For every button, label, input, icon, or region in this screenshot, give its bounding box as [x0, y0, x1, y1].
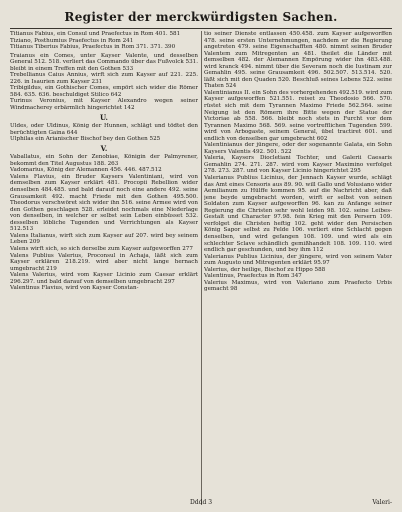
column-divider [201, 31, 202, 505]
index-entry: Valens Publius Valerius, Proconsul in Achaja, läßt sich zum Kayser erklären 218.219. wird aber nicht lange hernach umgebracht 219 [10, 252, 198, 272]
left-entries-t [10, 31, 198, 112]
left-column [10, 31, 198, 505]
index-entry: Valentinus, Praefectus in Rom 347 [204, 273, 302, 280]
index-entry: Valerius, der heilige, Bischof zu Hippo 588 [204, 266, 326, 273]
page-footer [10, 498, 392, 508]
index-entry: Valentinianus der jüngere, oder der sogenannte Galata, ein Sohn Kaysers Valentis 492. 501. 522 [204, 142, 392, 155]
index-entry: Valens wirft sich, so sich derselbe zum Kayser aufgeworffen 277 [10, 245, 193, 252]
header-rule [10, 28, 392, 29]
index-entry: tio seiner Dienste entlassen 450.458. zum Kayser aufgeworffen 478. seine ersten Unternehmungen, nachdem er die Regierung angetreten 479. seine Eigenschafften 480. nimmt seinen Bruder Valentem zum Mitregenten an 481. theilet die Länder mit demselben 482. der Alemannen Empörung wider ihn 483.488. wird kranck 494. nimmt über die Severam noch die Iustinam zur Gemahlin 495. seine Grausamkeit 496. 502.507. 513.514. 520. läßt sich mit den Quaden 520. Beschluß seines Lebens 522. seine Thaten 524 [204, 31, 392, 90]
index-entry: Titianus Fabius, ein Consul und Praefectus in Rom 401. 581 [10, 31, 181, 37]
index-entry: Valens Flavius, ein Bruder Kaysers Valentiniani, wird von demselben zum Kayser erklärt 481. Procopii Rebellion wider denselben 484.485. und bald darauf noch eine andere 492. seine Grausamkeit 492. macht Friede mit den Gothen 495.500. Theodorus verschwöret sich wider ihn 516. seine Armee wird von den Gothen geschlagen 528. erleidet nochmals eine Niederlage von denselben, in welcher er selbst sein Leben einbüsset 532. desselben löbliche Tugenden und Verrichtungen als Kayser 512.513 [10, 173, 198, 233]
index-entry: Vadomarius, König der Alemannen 456. 446. 487.512 [10, 167, 162, 174]
index-entry: Vaballatus, ein Sohn der Zenobiae, Königin der Palmyrener, bekommt den Titel Augustus 188. 263 [10, 154, 198, 167]
index-entry: Valens Valerius, wird vom Kayser Licinio zum Caesar erklärt 296.297. und bald darauf von demselben umgebracht 297 [10, 272, 198, 285]
signature-mark: Dddd 3 [189, 499, 213, 506]
index-entry: Turinus Veronius, mit Kayser Alexandro wegen seiner Windmacherey erbärmlich hingerichtet 142 [10, 98, 198, 112]
index-entry: Valentinus Flavius, wird von Kayser Constan- [10, 285, 139, 292]
index-entry: Uldes, oder Uldinus, König der Hunnen, schlägt und tödtet den berüchtigten Gaina 644 [10, 123, 198, 136]
index-entry: Valentinianus II. ein Sohn des vorhergehenden 492.519. wird zum Kayser aufgeworffen 521.551. reiset zu Theodosio 566. 570. rüstet sich mit dem Tyrannen Maximo Friede 562.564. seine Neigung ist den Römern ihre Bitte wegen der Statue der Victoriae ab 558. 566. bleibt noch stets in Furcht vor dem Tyrannen Maximo 568. 569. seine vortrefflichen Tugenden 599. wird von Arbogaste, seinem General, übel tractiret 601. und endlich von denselben gar umgebracht 602 [204, 89, 392, 142]
index-entry: Valerianus Publius Licinius, der jüngere, wird von seinem Vater zum Augusto und Mitregenten erklärt 95.97 [204, 253, 392, 267]
catchword: Valeri- [372, 499, 392, 506]
index-entry: Trebellianus Caius Annius, wirft sich zum Kayser auf 221. 225. 226. in Isaurien zum Kayser 231 [10, 72, 198, 85]
index-entry: Valerius Maximus, wird von Valeriano zum Praefecto Urbis gemacht 98 [204, 279, 392, 293]
section-letter-u: U. [100, 112, 108, 122]
index-entry: Ulphilas ein Arianischer Bischof bey den Gothen 525 [10, 136, 161, 143]
index-entry: Valerianus Publius Licinius, der Jennach Kayser wurde, schlägt das Amt eines Censoris aus 89. 90. will Gallo und Volusiano wider Aemilianum zu Hülffe kommen 95. auf die Nachricht aber, daß jene beyde umgebracht worden, wirft er selbst von seinen Soldaten zum Kayser aufgeworffen 96. kan zu Anfange seiner Regierung die Christen sehr wohl leiden 98. 102. seine Leibes-Gestalt und Character 97.98. fein Krieg mit den Persern 109. verfolget die Christen heftig 102. geht wider den Persischen König Sapor selbst zu Felde 106. verliert eine Schlacht gegen denselben, und wird gefangen 108. 109. und wird als ein schlechter Sclave schändlich gemißhandelt 108. 109. 110. wird endlich gar geschunden, und bey ihm 112 [204, 175, 392, 254]
index-entry: Tribigildus, ein Gothischer Comes, empört sich wider die Römer 584. 635. 636. beschuldiget Stilico 642 [10, 85, 198, 98]
index-entry: Valens Italianus, wirft sich zum Kayser auf 207. wird bey seinem Leben 209 [10, 232, 198, 246]
index-entry: Titianus Tiberius Fabius, Praefectus in Rom 371. 371. 390 [10, 44, 176, 51]
two-column-body [10, 31, 392, 505]
section-letter-v: V. [100, 143, 108, 153]
index-entry: Tiziano, Posthumius Praefectus in Rom 241 [10, 37, 134, 44]
index-entry: Valeria, Kaysers Diocletiani Tochter, und Galerii Caesaris Gemahlin 274. 271. 287. wird vom Kayser Maximino verfolget 278. 273. 287. und von Kayser Licinio hingerichtet 295 [204, 155, 392, 175]
index-entry: Traianus ein Comes, unter Kayser Valente, und desselben General 512. 518. verliert das Commando über das Fußvolck 531. bleibt in einem Treffen mit den Gothen 533 [10, 52, 198, 72]
page-header: Register der merckwürdigsten Sachen. [64, 10, 338, 24]
right-column [204, 31, 392, 505]
